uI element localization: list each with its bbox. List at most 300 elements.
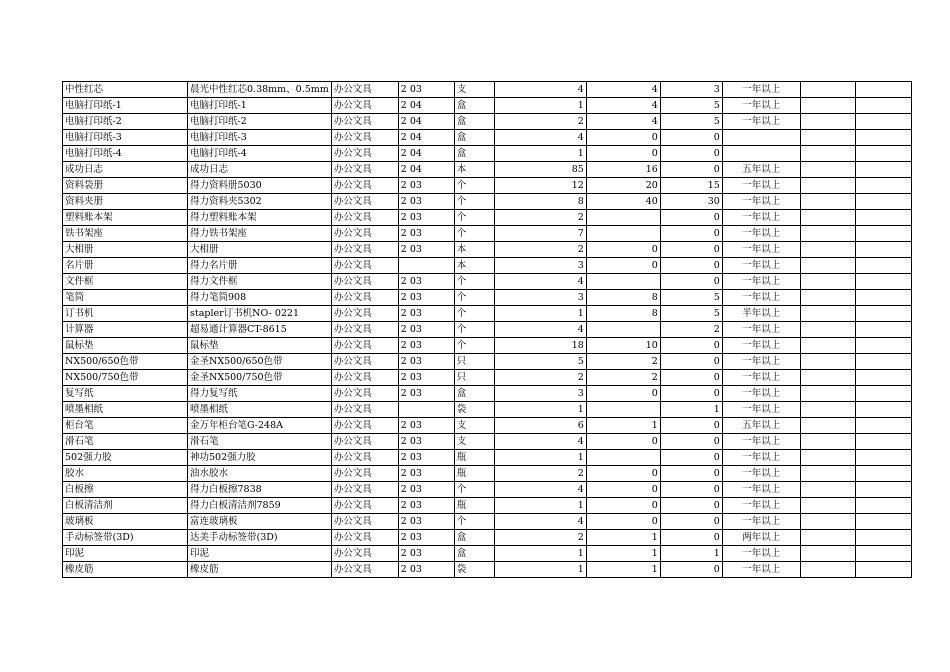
cell-blank-2[interactable] [855, 354, 911, 370]
cell-item-spec[interactable]: 大相册 [188, 242, 332, 258]
cell-qty-b[interactable] [586, 210, 660, 226]
cell-category[interactable]: 办公文具 [331, 290, 398, 306]
cell-blank-2[interactable] [855, 98, 911, 114]
cell-qty-c[interactable]: 3 [660, 82, 722, 98]
cell-qty-a[interactable]: 3 [494, 258, 586, 274]
cell-code[interactable] [398, 402, 454, 418]
cell-category[interactable]: 办公文具 [331, 418, 398, 434]
cell-qty-a[interactable]: 1 [494, 146, 586, 162]
cell-unit[interactable]: 个 [454, 178, 494, 194]
cell-unit[interactable]: 只 [454, 370, 494, 386]
cell-qty-a[interactable]: 1 [494, 498, 586, 514]
cell-unit[interactable]: 个 [454, 306, 494, 322]
cell-duration[interactable]: 一年以上 [722, 210, 800, 226]
cell-duration[interactable]: 两年以上 [722, 530, 800, 546]
cell-qty-b[interactable] [586, 322, 660, 338]
cell-category[interactable]: 办公文具 [331, 242, 398, 258]
cell-blank-1[interactable] [800, 322, 855, 338]
cell-item-spec[interactable]: 得力塑料账本架 [188, 210, 332, 226]
cell-item-name[interactable]: 手动标签带(3D) [63, 530, 188, 546]
cell-unit[interactable]: 盒 [454, 546, 494, 562]
cell-item-name[interactable]: 成功日志 [63, 162, 188, 178]
cell-unit[interactable]: 瓶 [454, 450, 494, 466]
cell-unit[interactable]: 袋 [454, 562, 494, 578]
cell-duration[interactable]: 一年以上 [722, 114, 800, 130]
cell-duration[interactable]: 一年以上 [722, 322, 800, 338]
cell-blank-1[interactable] [800, 418, 855, 434]
cell-code[interactable]: 2 04 [398, 146, 454, 162]
cell-qty-b[interactable]: 16 [586, 162, 660, 178]
cell-qty-b[interactable] [586, 226, 660, 242]
cell-item-name[interactable]: 滑石笔 [63, 434, 188, 450]
cell-qty-c[interactable]: 2 [660, 322, 722, 338]
cell-item-name[interactable]: 计算器 [63, 322, 188, 338]
cell-item-name[interactable]: NX500/750色带 [63, 370, 188, 386]
cell-qty-a[interactable]: 18 [494, 338, 586, 354]
cell-qty-a[interactable]: 2 [494, 530, 586, 546]
cell-qty-c[interactable]: 5 [660, 98, 722, 114]
cell-duration[interactable]: 一年以上 [722, 82, 800, 98]
cell-code[interactable]: 2 03 [398, 306, 454, 322]
cell-item-spec[interactable]: 得力铁书架座 [188, 226, 332, 242]
cell-blank-1[interactable] [800, 258, 855, 274]
cell-blank-1[interactable] [800, 82, 855, 98]
cell-item-spec[interactable]: 电脑打印纸-3 [188, 130, 332, 146]
cell-qty-b[interactable] [586, 402, 660, 418]
cell-qty-b[interactable]: 2 [586, 370, 660, 386]
cell-blank-2[interactable] [855, 434, 911, 450]
cell-duration[interactable]: 一年以上 [722, 354, 800, 370]
cell-category[interactable]: 办公文具 [331, 162, 398, 178]
cell-qty-b[interactable]: 0 [586, 434, 660, 450]
cell-blank-2[interactable] [855, 194, 911, 210]
cell-item-spec[interactable]: 富连玻璃板 [188, 514, 332, 530]
cell-duration[interactable]: 一年以上 [722, 370, 800, 386]
cell-item-spec[interactable]: 喷墨相纸 [188, 402, 332, 418]
cell-qty-b[interactable] [586, 450, 660, 466]
cell-code[interactable]: 2 03 [398, 82, 454, 98]
cell-item-spec[interactable]: 成功日志 [188, 162, 332, 178]
cell-qty-a[interactable]: 2 [494, 114, 586, 130]
cell-qty-b[interactable]: 10 [586, 338, 660, 354]
cell-qty-a[interactable]: 85 [494, 162, 586, 178]
cell-item-name[interactable]: 白板擦 [63, 482, 188, 498]
cell-unit[interactable]: 本 [454, 162, 494, 178]
cell-item-spec[interactable]: 电脑打印纸-4 [188, 146, 332, 162]
cell-item-name[interactable]: 笔筒 [63, 290, 188, 306]
cell-qty-a[interactable]: 4 [494, 130, 586, 146]
cell-qty-c[interactable]: 1 [660, 402, 722, 418]
cell-qty-c[interactable]: 0 [660, 514, 722, 530]
cell-item-spec[interactable]: 得力白板清洁剂7859 [188, 498, 332, 514]
cell-qty-a[interactable]: 1 [494, 98, 586, 114]
cell-qty-a[interactable]: 4 [494, 434, 586, 450]
cell-duration[interactable]: 一年以上 [722, 402, 800, 418]
cell-item-name[interactable]: 502强力胶 [63, 450, 188, 466]
cell-code[interactable]: 2 04 [398, 98, 454, 114]
cell-unit[interactable]: 支 [454, 418, 494, 434]
cell-category[interactable]: 办公文具 [331, 130, 398, 146]
cell-code[interactable]: 2 03 [398, 338, 454, 354]
cell-qty-a[interactable]: 2 [494, 370, 586, 386]
cell-qty-b[interactable]: 0 [586, 514, 660, 530]
cell-code[interactable]: 2 03 [398, 370, 454, 386]
cell-item-name[interactable]: 橡皮筋 [63, 562, 188, 578]
cell-qty-c[interactable]: 0 [660, 450, 722, 466]
cell-blank-2[interactable] [855, 514, 911, 530]
cell-blank-1[interactable] [800, 514, 855, 530]
cell-qty-a[interactable]: 1 [494, 402, 586, 418]
cell-blank-2[interactable] [855, 466, 911, 482]
cell-code[interactable]: 2 03 [398, 210, 454, 226]
cell-qty-c[interactable]: 0 [660, 354, 722, 370]
cell-blank-1[interactable] [800, 146, 855, 162]
cell-qty-c[interactable]: 0 [660, 418, 722, 434]
cell-duration[interactable]: 一年以上 [722, 546, 800, 562]
cell-category[interactable]: 办公文具 [331, 306, 398, 322]
cell-unit[interactable]: 个 [454, 194, 494, 210]
cell-duration[interactable]: 一年以上 [722, 482, 800, 498]
cell-duration[interactable]: 一年以上 [722, 274, 800, 290]
cell-item-name[interactable]: 电脑打印纸-3 [63, 130, 188, 146]
cell-qty-a[interactable]: 12 [494, 178, 586, 194]
cell-qty-b[interactable]: 4 [586, 82, 660, 98]
cell-code[interactable]: 2 03 [398, 450, 454, 466]
cell-item-name[interactable]: 印泥 [63, 546, 188, 562]
cell-code[interactable]: 2 03 [398, 482, 454, 498]
cell-item-name[interactable]: 名片册 [63, 258, 188, 274]
cell-blank-2[interactable] [855, 290, 911, 306]
cell-unit[interactable]: 个 [454, 482, 494, 498]
cell-blank-1[interactable] [800, 130, 855, 146]
cell-duration[interactable]: 一年以上 [722, 386, 800, 402]
cell-item-spec[interactable]: 滑石笔 [188, 434, 332, 450]
cell-qty-a[interactable]: 4 [494, 322, 586, 338]
cell-item-spec[interactable]: stapler订书机NO- 0221 [188, 306, 332, 322]
cell-unit[interactable]: 只 [454, 354, 494, 370]
cell-blank-1[interactable] [800, 546, 855, 562]
cell-category[interactable]: 办公文具 [331, 498, 398, 514]
cell-blank-2[interactable] [855, 546, 911, 562]
cell-qty-a[interactable]: 2 [494, 466, 586, 482]
cell-item-spec[interactable]: 鼠标垫 [188, 338, 332, 354]
cell-code[interactable]: 2 04 [398, 114, 454, 130]
cell-code[interactable]: 2 03 [398, 514, 454, 530]
cell-qty-c[interactable]: 0 [660, 162, 722, 178]
cell-qty-b[interactable]: 1 [586, 562, 660, 578]
cell-item-spec[interactable]: 印泥 [188, 546, 332, 562]
cell-category[interactable]: 办公文具 [331, 146, 398, 162]
cell-category[interactable]: 办公文具 [331, 434, 398, 450]
cell-blank-1[interactable] [800, 450, 855, 466]
cell-code[interactable]: 2 03 [398, 530, 454, 546]
cell-item-name[interactable]: 电脑打印纸-1 [63, 98, 188, 114]
cell-code[interactable]: 2 03 [398, 498, 454, 514]
cell-category[interactable]: 办公文具 [331, 514, 398, 530]
cell-item-name[interactable]: 订书机 [63, 306, 188, 322]
cell-unit[interactable]: 盒 [454, 146, 494, 162]
cell-unit[interactable]: 盒 [454, 114, 494, 130]
cell-qty-a[interactable]: 1 [494, 306, 586, 322]
cell-code[interactable]: 2 04 [398, 162, 454, 178]
cell-item-spec[interactable]: 金万年柜台笔G-248A [188, 418, 332, 434]
cell-category[interactable]: 办公文具 [331, 562, 398, 578]
cell-item-spec[interactable]: 金圣NX500/750色带 [188, 370, 332, 386]
cell-code[interactable]: 2 03 [398, 194, 454, 210]
cell-qty-c[interactable]: 0 [660, 226, 722, 242]
cell-category[interactable]: 办公文具 [331, 194, 398, 210]
cell-blank-1[interactable] [800, 306, 855, 322]
cell-qty-c[interactable]: 5 [660, 114, 722, 130]
cell-duration[interactable]: 一年以上 [722, 290, 800, 306]
cell-unit[interactable]: 个 [454, 274, 494, 290]
cell-blank-1[interactable] [800, 162, 855, 178]
cell-code[interactable]: 2 03 [398, 546, 454, 562]
cell-unit[interactable]: 个 [454, 514, 494, 530]
cell-item-spec[interactable]: 晨光中性红芯0.38mm、0.5mm [188, 82, 332, 98]
cell-code[interactable]: 2 03 [398, 434, 454, 450]
cell-unit[interactable]: 瓶 [454, 466, 494, 482]
cell-qty-b[interactable]: 20 [586, 178, 660, 194]
cell-duration[interactable]: 一年以上 [722, 194, 800, 210]
cell-duration[interactable]: 一年以上 [722, 258, 800, 274]
cell-qty-a[interactable]: 8 [494, 194, 586, 210]
cell-item-spec[interactable]: 油水胶水 [188, 466, 332, 482]
cell-unit[interactable]: 本 [454, 242, 494, 258]
cell-qty-a[interactable]: 4 [494, 482, 586, 498]
cell-blank-1[interactable] [800, 386, 855, 402]
cell-blank-1[interactable] [800, 434, 855, 450]
cell-qty-b[interactable]: 0 [586, 386, 660, 402]
cell-blank-1[interactable] [800, 98, 855, 114]
cell-item-spec[interactable]: 得力资料夹5302 [188, 194, 332, 210]
cell-duration[interactable]: 一年以上 [722, 466, 800, 482]
cell-duration[interactable]: 五年以上 [722, 418, 800, 434]
cell-qty-a[interactable]: 1 [494, 450, 586, 466]
cell-qty-a[interactable]: 4 [494, 514, 586, 530]
cell-item-spec[interactable]: 电脑打印纸-1 [188, 98, 332, 114]
cell-qty-b[interactable]: 4 [586, 98, 660, 114]
cell-qty-b[interactable]: 8 [586, 306, 660, 322]
cell-qty-c[interactable]: 0 [660, 242, 722, 258]
cell-item-name[interactable]: 塑料账本架 [63, 210, 188, 226]
cell-item-spec[interactable]: 达美手动标签带(3D) [188, 530, 332, 546]
cell-blank-2[interactable] [855, 402, 911, 418]
cell-blank-2[interactable] [855, 306, 911, 322]
cell-item-spec[interactable]: 得力复写纸 [188, 386, 332, 402]
cell-qty-a[interactable]: 1 [494, 546, 586, 562]
cell-unit[interactable]: 盒 [454, 130, 494, 146]
cell-blank-1[interactable] [800, 338, 855, 354]
cell-unit[interactable]: 支 [454, 82, 494, 98]
cell-blank-2[interactable] [855, 242, 911, 258]
cell-blank-1[interactable] [800, 226, 855, 242]
cell-item-spec[interactable]: 橡皮筋 [188, 562, 332, 578]
cell-unit[interactable]: 盒 [454, 98, 494, 114]
cell-blank-2[interactable] [855, 370, 911, 386]
cell-code[interactable]: 2 04 [398, 130, 454, 146]
cell-item-name[interactable]: 玻璃板 [63, 514, 188, 530]
cell-category[interactable]: 办公文具 [331, 322, 398, 338]
cell-blank-2[interactable] [855, 146, 911, 162]
cell-item-spec[interactable]: 得力白板擦7838 [188, 482, 332, 498]
cell-qty-b[interactable]: 0 [586, 258, 660, 274]
cell-code[interactable]: 2 03 [398, 274, 454, 290]
cell-blank-2[interactable] [855, 114, 911, 130]
cell-item-name[interactable]: 鼠标垫 [63, 338, 188, 354]
cell-blank-2[interactable] [855, 274, 911, 290]
cell-item-name[interactable]: 中性红芯 [63, 82, 188, 98]
cell-duration[interactable]: 一年以上 [722, 450, 800, 466]
cell-item-spec[interactable]: 金圣NX500/650色带 [188, 354, 332, 370]
cell-code[interactable]: 2 03 [398, 418, 454, 434]
cell-category[interactable]: 办公文具 [331, 546, 398, 562]
cell-code[interactable]: 2 03 [398, 466, 454, 482]
cell-qty-b[interactable]: 1 [586, 546, 660, 562]
cell-duration[interactable]: 一年以上 [722, 178, 800, 194]
cell-category[interactable]: 办公文具 [331, 114, 398, 130]
cell-blank-2[interactable] [855, 482, 911, 498]
cell-blank-2[interactable] [855, 322, 911, 338]
cell-qty-c[interactable]: 0 [660, 370, 722, 386]
cell-qty-c[interactable]: 0 [660, 466, 722, 482]
cell-qty-a[interactable]: 2 [494, 242, 586, 258]
cell-blank-2[interactable] [855, 386, 911, 402]
cell-item-spec[interactable]: 电脑打印纸-2 [188, 114, 332, 130]
cell-blank-2[interactable] [855, 162, 911, 178]
cell-blank-1[interactable] [800, 114, 855, 130]
cell-category[interactable]: 办公文具 [331, 226, 398, 242]
cell-code[interactable]: 2 03 [398, 354, 454, 370]
cell-qty-b[interactable]: 0 [586, 146, 660, 162]
cell-qty-c[interactable]: 0 [660, 530, 722, 546]
cell-code[interactable]: 2 03 [398, 386, 454, 402]
cell-qty-a[interactable]: 3 [494, 386, 586, 402]
cell-qty-c[interactable]: 0 [660, 210, 722, 226]
cell-duration[interactable]: 一年以上 [722, 514, 800, 530]
cell-item-name[interactable]: 复写纸 [63, 386, 188, 402]
cell-item-name[interactable]: 喷墨相纸 [63, 402, 188, 418]
cell-category[interactable]: 办公文具 [331, 450, 398, 466]
cell-qty-c[interactable]: 1 [660, 546, 722, 562]
cell-category[interactable]: 办公文具 [331, 258, 398, 274]
cell-qty-b[interactable]: 1 [586, 530, 660, 546]
cell-qty-b[interactable]: 0 [586, 482, 660, 498]
cell-item-name[interactable]: 铁书架座 [63, 226, 188, 242]
cell-category[interactable]: 办公文具 [331, 274, 398, 290]
cell-qty-b[interactable]: 2 [586, 354, 660, 370]
cell-qty-b[interactable]: 8 [586, 290, 660, 306]
cell-category[interactable]: 办公文具 [331, 466, 398, 482]
cell-unit[interactable]: 个 [454, 226, 494, 242]
cell-qty-c[interactable]: 5 [660, 290, 722, 306]
cell-blank-2[interactable] [855, 562, 911, 578]
cell-blank-2[interactable] [855, 178, 911, 194]
cell-item-name[interactable]: 电脑打印纸-2 [63, 114, 188, 130]
cell-code[interactable]: 2 03 [398, 322, 454, 338]
cell-blank-2[interactable] [855, 210, 911, 226]
cell-blank-1[interactable] [800, 402, 855, 418]
cell-category[interactable]: 办公文具 [331, 402, 398, 418]
cell-duration[interactable]: 一年以上 [722, 498, 800, 514]
cell-category[interactable]: 办公文具 [331, 482, 398, 498]
cell-item-name[interactable]: 大相册 [63, 242, 188, 258]
cell-item-spec[interactable]: 得力名片册 [188, 258, 332, 274]
cell-qty-c[interactable]: 0 [660, 482, 722, 498]
cell-code[interactable]: 2 03 [398, 290, 454, 306]
cell-code[interactable]: 2 03 [398, 178, 454, 194]
cell-qty-c[interactable]: 0 [660, 146, 722, 162]
cell-item-name[interactable]: 柜台笔 [63, 418, 188, 434]
cell-blank-2[interactable] [855, 338, 911, 354]
cell-qty-c[interactable]: 0 [660, 386, 722, 402]
cell-code[interactable] [398, 258, 454, 274]
cell-qty-c[interactable]: 0 [660, 434, 722, 450]
cell-category[interactable]: 办公文具 [331, 354, 398, 370]
cell-unit[interactable]: 个 [454, 338, 494, 354]
cell-category[interactable]: 办公文具 [331, 370, 398, 386]
cell-item-name[interactable]: NX500/650色带 [63, 354, 188, 370]
cell-item-spec[interactable]: 得力文件框 [188, 274, 332, 290]
cell-duration[interactable]: 一年以上 [722, 242, 800, 258]
cell-duration[interactable]: 一年以上 [722, 434, 800, 450]
cell-qty-a[interactable]: 2 [494, 210, 586, 226]
cell-qty-b[interactable]: 0 [586, 466, 660, 482]
cell-duration[interactable] [722, 130, 800, 146]
cell-category[interactable]: 办公文具 [331, 530, 398, 546]
cell-category[interactable]: 办公文具 [331, 98, 398, 114]
cell-qty-c[interactable]: 15 [660, 178, 722, 194]
cell-duration[interactable]: 一年以上 [722, 226, 800, 242]
cell-unit[interactable]: 盒 [454, 530, 494, 546]
cell-blank-1[interactable] [800, 482, 855, 498]
cell-qty-a[interactable]: 6 [494, 418, 586, 434]
cell-blank-1[interactable] [800, 562, 855, 578]
cell-blank-1[interactable] [800, 178, 855, 194]
cell-qty-b[interactable]: 4 [586, 114, 660, 130]
cell-qty-b[interactable]: 0 [586, 498, 660, 514]
cell-qty-a[interactable]: 7 [494, 226, 586, 242]
cell-item-spec[interactable]: 超易通计算器CT-8615 [188, 322, 332, 338]
cell-blank-1[interactable] [800, 242, 855, 258]
cell-qty-c[interactable]: 0 [660, 562, 722, 578]
cell-qty-a[interactable]: 5 [494, 354, 586, 370]
cell-duration[interactable]: 一年以上 [722, 562, 800, 578]
cell-qty-c[interactable]: 0 [660, 274, 722, 290]
cell-blank-1[interactable] [800, 530, 855, 546]
cell-category[interactable]: 办公文具 [331, 338, 398, 354]
cell-qty-a[interactable]: 3 [494, 290, 586, 306]
cell-blank-1[interactable] [800, 194, 855, 210]
cell-qty-c[interactable]: 0 [660, 338, 722, 354]
cell-qty-c[interactable]: 0 [660, 258, 722, 274]
cell-category[interactable]: 办公文具 [331, 82, 398, 98]
cell-category[interactable]: 办公文具 [331, 210, 398, 226]
cell-unit[interactable]: 本 [454, 258, 494, 274]
cell-unit[interactable]: 盒 [454, 386, 494, 402]
cell-item-spec[interactable]: 得力笔筒908 [188, 290, 332, 306]
cell-blank-2[interactable] [855, 258, 911, 274]
cell-item-name[interactable]: 文件框 [63, 274, 188, 290]
cell-unit[interactable]: 个 [454, 210, 494, 226]
cell-unit[interactable]: 袋 [454, 402, 494, 418]
cell-duration[interactable]: 五年以上 [722, 162, 800, 178]
cell-qty-c[interactable]: 0 [660, 498, 722, 514]
cell-blank-1[interactable] [800, 370, 855, 386]
cell-code[interactable]: 2 03 [398, 562, 454, 578]
cell-blank-2[interactable] [855, 418, 911, 434]
cell-item-name[interactable]: 胶水 [63, 466, 188, 482]
